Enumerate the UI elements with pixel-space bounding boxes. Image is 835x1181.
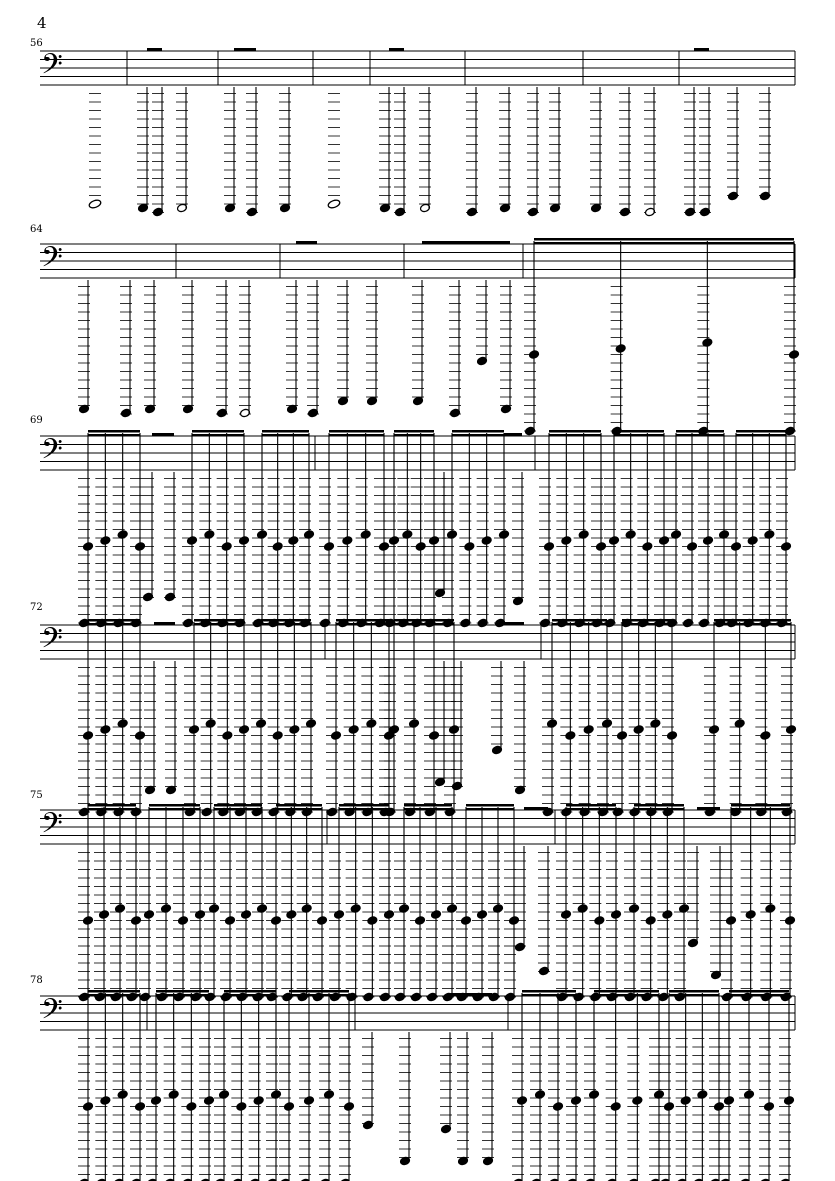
- beam: [394, 434, 434, 437]
- beam: [149, 804, 200, 807]
- beam: [634, 808, 684, 811]
- beam: [594, 990, 659, 993]
- beam: [156, 994, 209, 997]
- beam: [276, 808, 322, 811]
- beam: [622, 619, 672, 622]
- beam: [336, 623, 389, 626]
- beam: [697, 807, 720, 810]
- beam: [329, 434, 384, 437]
- beam: [194, 619, 244, 622]
- measure-number-system-6: 78: [30, 975, 43, 986]
- beam: [404, 808, 452, 811]
- beam: [452, 430, 504, 433]
- beam: [224, 994, 276, 997]
- beam: [549, 434, 601, 437]
- bass-clef-icon: 𝄢: [41, 433, 63, 473]
- beam: [389, 48, 404, 51]
- beam: [676, 430, 724, 433]
- beam: [88, 623, 140, 626]
- measure-number-system-5: 75: [30, 790, 43, 801]
- beam: [149, 808, 200, 811]
- beam: [669, 990, 719, 993]
- beam: [466, 808, 514, 811]
- bass-clef-icon: 𝄢: [41, 993, 63, 1033]
- beam: [261, 619, 311, 622]
- beam: [289, 990, 349, 993]
- beam: [634, 804, 684, 807]
- beam: [731, 808, 790, 811]
- beam: [224, 990, 276, 993]
- page-number: 4: [37, 14, 47, 32]
- beam: [88, 804, 136, 807]
- beam: [614, 434, 664, 437]
- note-head: [327, 199, 341, 209]
- beam: [261, 623, 311, 626]
- measure-number-system-4: 72: [30, 602, 43, 613]
- beam: [501, 622, 524, 625]
- bass-clef-icon: 𝄢: [41, 622, 63, 662]
- measure-number-system-3: 69: [30, 415, 43, 426]
- beam: [394, 619, 454, 622]
- beam: [714, 623, 791, 626]
- beam: [262, 430, 309, 433]
- beam: [394, 430, 434, 433]
- beam: [452, 434, 504, 437]
- bass-clef-icon: 𝄢: [41, 241, 63, 281]
- beam: [566, 808, 616, 811]
- beam: [88, 619, 140, 622]
- beam: [676, 434, 724, 437]
- beam: [694, 48, 709, 51]
- beam: [192, 430, 244, 433]
- beam: [154, 622, 175, 625]
- beam: [594, 994, 659, 997]
- beam: [729, 994, 789, 997]
- beam: [552, 623, 607, 626]
- beam: [276, 804, 322, 807]
- beam: [152, 433, 174, 436]
- beam: [234, 48, 256, 51]
- beam: [450, 993, 492, 996]
- beam: [549, 430, 601, 433]
- bass-clef-icon: 𝄢: [41, 807, 63, 847]
- beam: [714, 619, 791, 622]
- beam: [88, 994, 140, 997]
- beam: [329, 430, 384, 433]
- measure-number-system-2: 64: [30, 224, 43, 235]
- beam: [736, 434, 786, 437]
- beam: [524, 807, 548, 810]
- beam: [289, 994, 349, 997]
- beam: [566, 804, 616, 807]
- beam: [404, 804, 452, 807]
- beam: [88, 990, 140, 993]
- beam: [736, 430, 786, 433]
- note-head: [88, 199, 102, 209]
- beam: [729, 990, 789, 993]
- beam: [522, 990, 576, 993]
- beam: [504, 433, 522, 436]
- beam: [194, 623, 244, 626]
- beam: [731, 804, 790, 807]
- beam: [88, 430, 140, 433]
- beam: [214, 808, 262, 811]
- beam: [214, 804, 262, 807]
- beam: [614, 430, 664, 433]
- beam: [669, 994, 719, 997]
- beam: [88, 808, 136, 811]
- beam: [534, 242, 794, 245]
- beam: [147, 48, 162, 51]
- beam: [339, 804, 389, 807]
- beam: [262, 434, 309, 437]
- beam: [156, 990, 209, 993]
- beam: [522, 994, 576, 997]
- beam: [88, 434, 140, 437]
- beam: [336, 619, 389, 622]
- beam: [296, 241, 317, 244]
- beam: [339, 808, 389, 811]
- bass-clef-icon: 𝄢: [41, 48, 63, 88]
- beam: [552, 619, 607, 622]
- beam: [622, 623, 672, 626]
- beam: [192, 434, 244, 437]
- beam: [422, 241, 510, 244]
- beam: [466, 804, 514, 807]
- beam: [534, 238, 794, 241]
- measure-number-system-1: 56: [30, 38, 43, 49]
- beam: [394, 623, 454, 626]
